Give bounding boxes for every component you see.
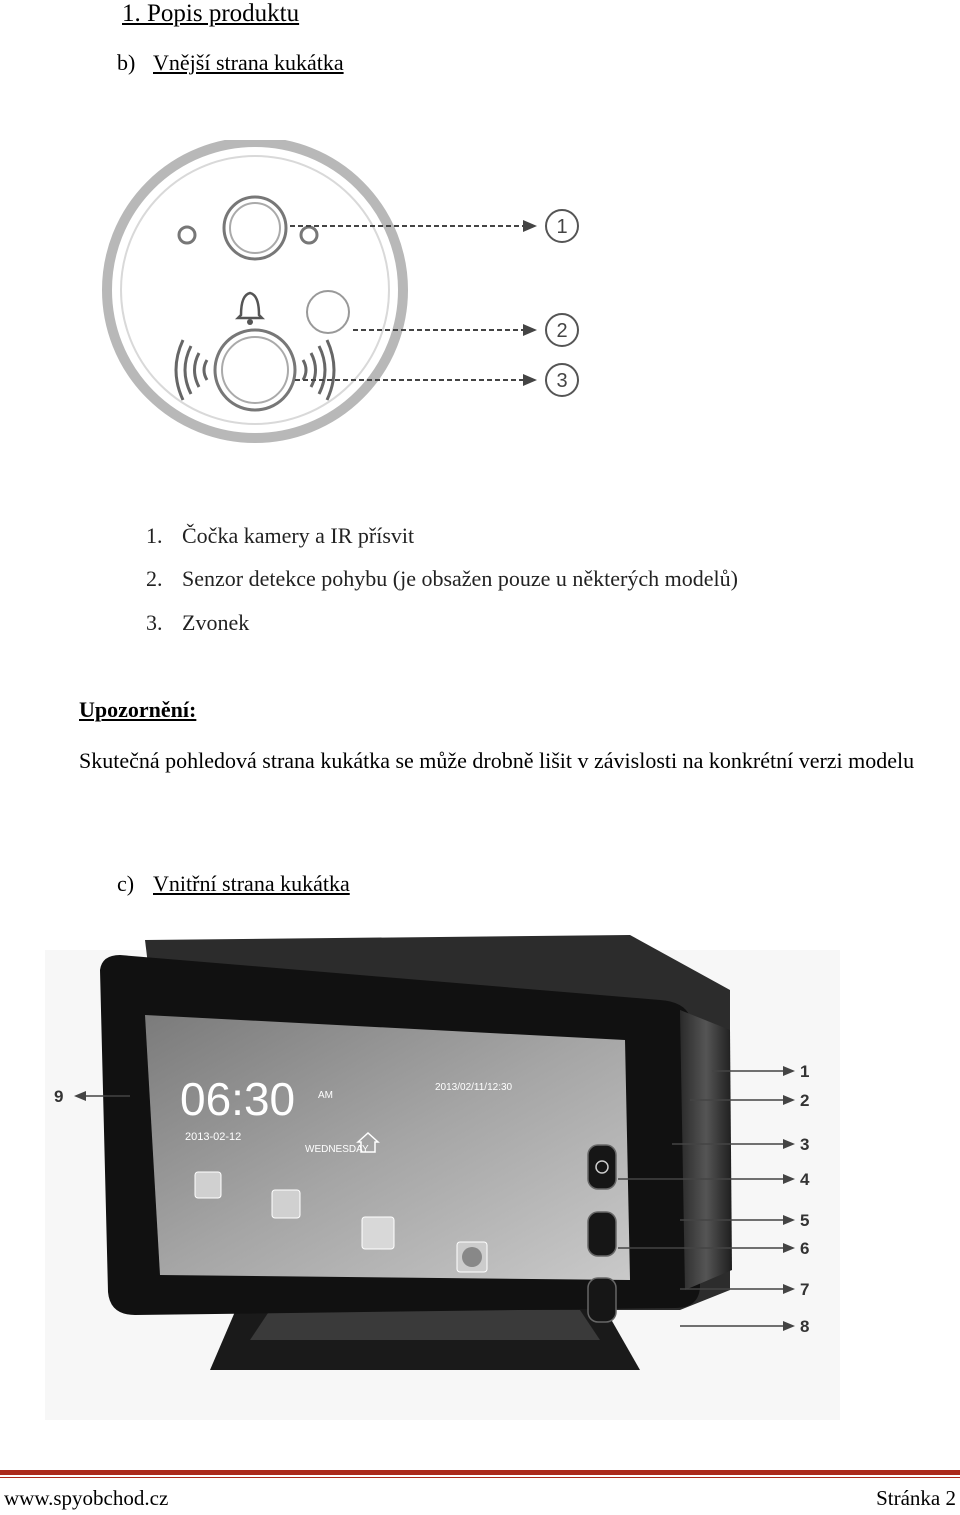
outer-callout-1: 1 [556, 216, 568, 238]
outer-ring [107, 142, 403, 438]
notice-title: Upozornění: [79, 697, 197, 722]
list-item: 1. Čočka kamery a IR přísvit [146, 523, 415, 548]
inner-callout-6: 6 [800, 1239, 810, 1258]
page-title: 1. Popis produktu [122, 0, 300, 27]
inner-callout-7: 7 [800, 1280, 810, 1299]
doorbell-app-icon [272, 1190, 300, 1218]
outer-callout-3: 3 [556, 370, 568, 392]
inner-callout-4: 4 [800, 1170, 810, 1189]
outer-callout-2: 2 [556, 320, 568, 342]
list-item: 2. Senzor detekce pohybu (je obsažen pouze u některých modelů) [146, 566, 738, 591]
footer-website: www.spyobchod.cz [4, 1486, 169, 1510]
screen-ampm: AM [318, 1090, 333, 1101]
screen-datetime: 2013/02/11/12:30 [435, 1082, 513, 1093]
inner-callout-9: 9 [54, 1087, 64, 1106]
home-app-icon [362, 1217, 394, 1249]
inner-callout-2: 2 [800, 1091, 810, 1110]
section-b-title: Vnější strana kukátka [153, 50, 344, 75]
inner-callout-1: 1 [800, 1062, 810, 1081]
section-c-label: c) [117, 871, 135, 896]
inner-callout-5: 5 [800, 1211, 810, 1230]
list-item: 3. Zvonek [146, 610, 250, 635]
notice-text: Skutečná pohledová strana kukátka se může drobně lišit v závislosti na konkrétní verzi modelu [79, 748, 915, 773]
back-button [588, 1212, 616, 1256]
section-b-heading [117, 50, 344, 76]
device-stand-highlight [250, 1310, 600, 1340]
footer-rule-thin [0, 1477, 960, 1478]
section-b-label: b) [117, 50, 136, 75]
side-buttons [588, 1145, 616, 1322]
folder-app-icon [195, 1172, 221, 1198]
screen-date: 2013-02-12 [185, 1131, 242, 1143]
gear-icon [462, 1247, 482, 1267]
inner-callout-3: 3 [800, 1135, 810, 1154]
screen-time: 06:30 [180, 1073, 296, 1125]
footer-page-number: Stránka 2 [876, 1486, 956, 1510]
outer-side-illustration [95, 140, 595, 470]
screen-weekday: WEDNESDAY [305, 1144, 369, 1155]
inner-callout-8: 8 [800, 1317, 810, 1336]
inner-side-illustration [40, 930, 860, 1430]
footer-rule [0, 1470, 960, 1475]
power-button [588, 1145, 616, 1189]
section-c-heading [117, 871, 350, 897]
section-c-title: Vnitřní strana kukátka [153, 871, 350, 896]
callout-arrowheads [523, 220, 537, 386]
menu-button [588, 1278, 616, 1322]
